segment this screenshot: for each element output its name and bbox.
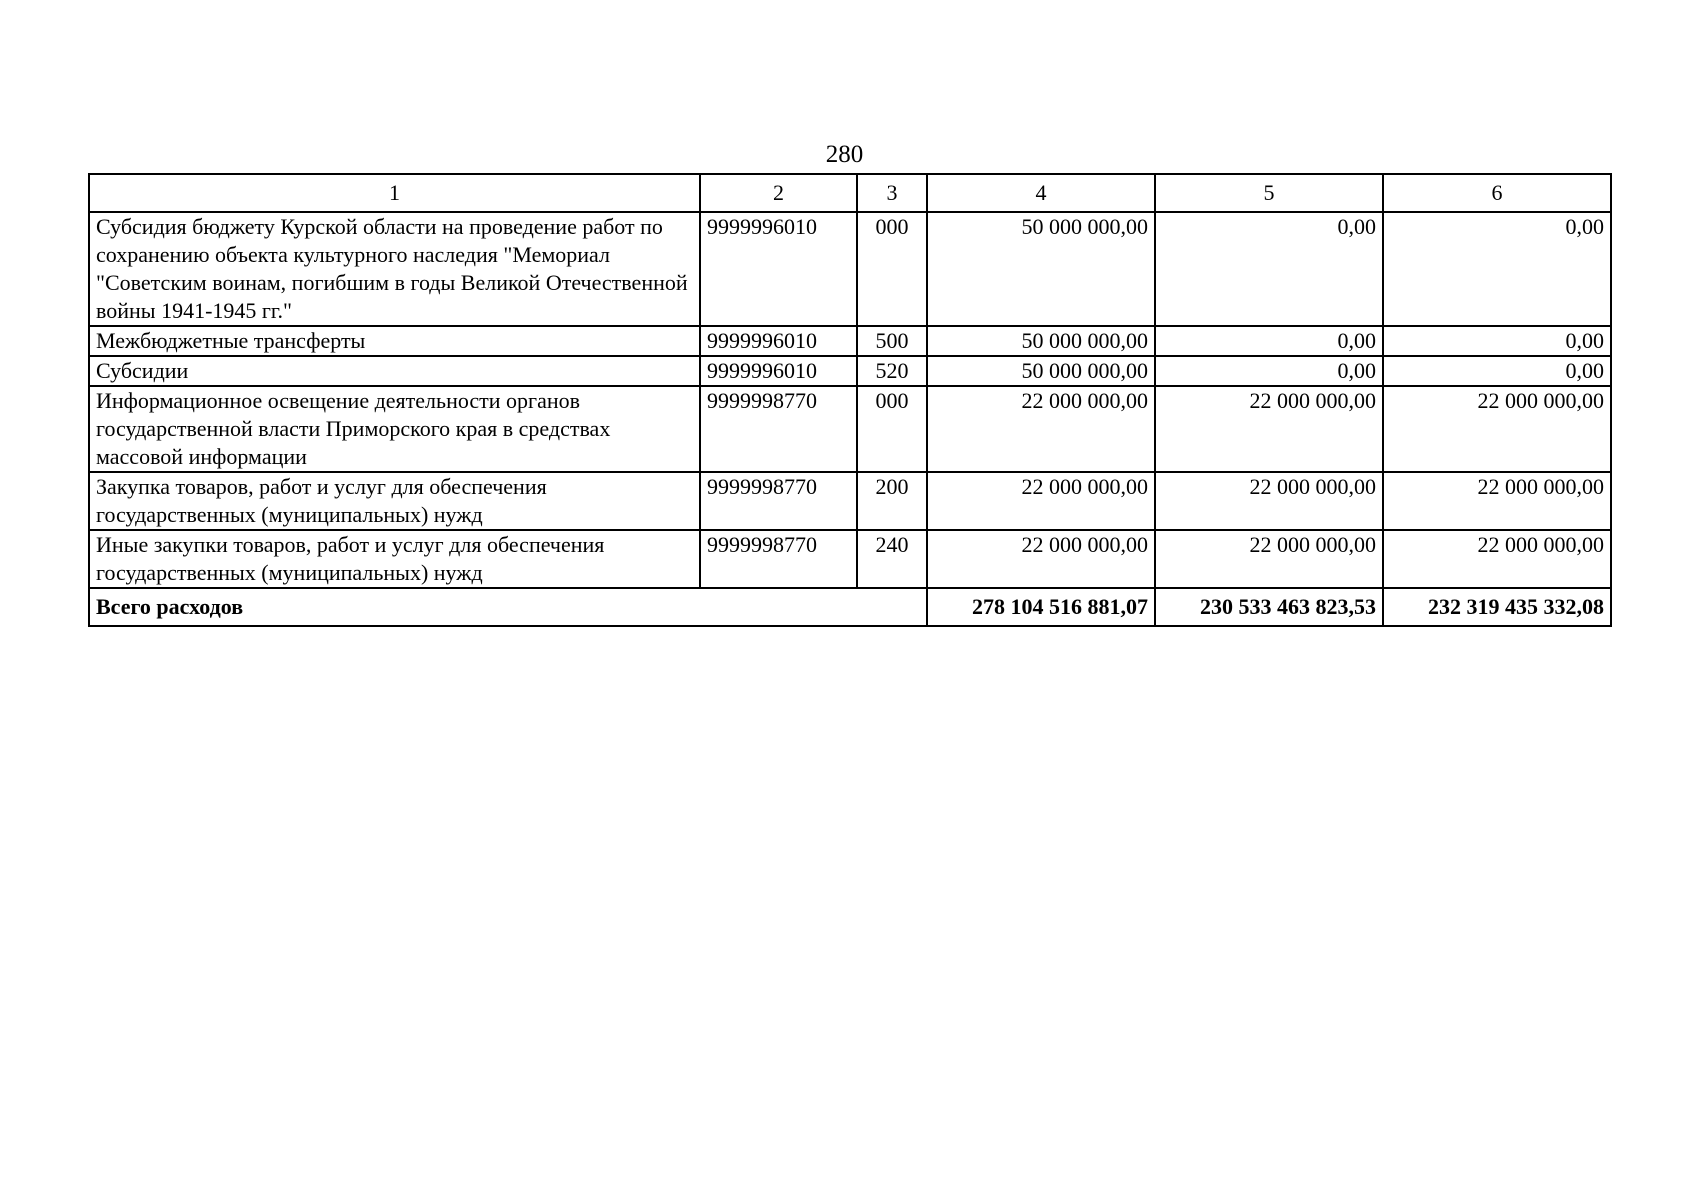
row-code: 9999998770 (700, 386, 857, 472)
row-value-5: 0,00 (1155, 326, 1383, 356)
total-label: Всего расходов (89, 588, 927, 626)
row-value-6: 22 000 000,00 (1383, 530, 1611, 588)
row-value-6: 0,00 (1383, 356, 1611, 386)
row-code: 9999996010 (700, 212, 857, 326)
row-value-4: 22 000 000,00 (927, 530, 1155, 588)
column-header-4: 4 (927, 174, 1155, 212)
total-value-6: 232 319 435 332,08 (1383, 588, 1611, 626)
total-row (89, 588, 1611, 626)
row-value-5: 22 000 000,00 (1155, 386, 1383, 472)
row-value-6: 22 000 000,00 (1383, 472, 1611, 530)
row-value-4: 50 000 000,00 (927, 356, 1155, 386)
row-value-4: 22 000 000,00 (927, 472, 1155, 530)
table-row (89, 326, 1611, 356)
column-header-3: 3 (857, 174, 927, 212)
row-code: 9999996010 (700, 326, 857, 356)
table-row (89, 530, 1611, 588)
row-type: 000 (857, 212, 927, 326)
row-value-6: 22 000 000,00 (1383, 386, 1611, 472)
page-number: 280 (825, 141, 864, 168)
row-name: Информационное освещение деятельности органов государственной власти Приморского края в средствах массовой информации (89, 386, 700, 472)
total-value-4: 278 104 516 881,07 (927, 588, 1155, 626)
row-name: Иные закупки товаров, работ и услуг для обеспечения государственных (муниципальных) нужд (89, 530, 700, 588)
row-value-5: 0,00 (1155, 212, 1383, 326)
budget-table (88, 173, 1612, 627)
row-code: 9999998770 (700, 472, 857, 530)
table-row (89, 386, 1611, 472)
row-value-5: 22 000 000,00 (1155, 530, 1383, 588)
row-value-6: 0,00 (1383, 326, 1611, 356)
row-code: 9999998770 (700, 530, 857, 588)
row-type: 240 (857, 530, 927, 588)
row-value-4: 50 000 000,00 (927, 212, 1155, 326)
column-number-row (89, 174, 1611, 212)
row-value-6: 0,00 (1383, 212, 1611, 326)
row-type: 520 (857, 356, 927, 386)
table-row (89, 212, 1611, 326)
row-name: Субсидии (89, 356, 700, 386)
table-row (89, 472, 1611, 530)
row-name: Закупка товаров, работ и услуг для обеспечения государственных (муниципальных) нужд (89, 472, 700, 530)
row-value-4: 50 000 000,00 (927, 326, 1155, 356)
total-value-5: 230 533 463 823,53 (1155, 588, 1383, 626)
row-name: Межбюджетные трансферты (89, 326, 700, 356)
row-value-4: 22 000 000,00 (927, 386, 1155, 472)
column-header-6: 6 (1383, 174, 1611, 212)
row-name: Субсидия бюджету Курской области на проведение работ по сохранению объекта культурного наследия "Мемориал "Советским воинам, погибшим в годы Великой Отечественной войны 1941-1945 гг." (89, 212, 700, 326)
row-type: 200 (857, 472, 927, 530)
row-value-5: 22 000 000,00 (1155, 472, 1383, 530)
row-type: 000 (857, 386, 927, 472)
column-header-2: 2 (700, 174, 857, 212)
table-row (89, 356, 1611, 386)
column-header-5: 5 (1155, 174, 1383, 212)
column-header-1: 1 (89, 174, 700, 212)
row-code: 9999996010 (700, 356, 857, 386)
row-type: 500 (857, 326, 927, 356)
row-value-5: 0,00 (1155, 356, 1383, 386)
